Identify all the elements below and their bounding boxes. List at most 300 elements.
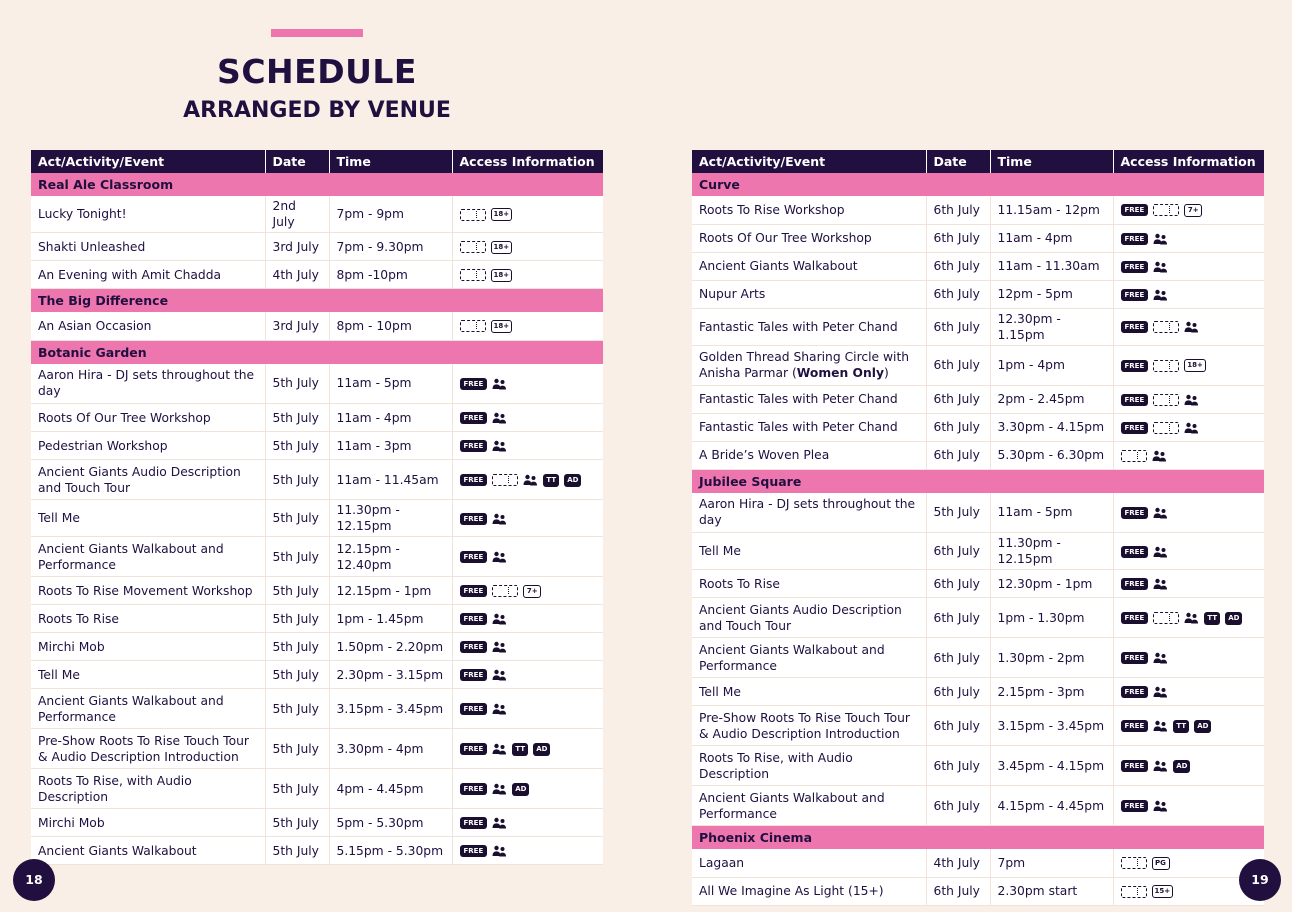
- event-name: [692, 441, 926, 469]
- event-name-text: Lagaan: [699, 855, 745, 870]
- family-friendly-icon: [492, 669, 507, 681]
- event-date: 4th July: [265, 261, 329, 289]
- touch-tour-icon: TT: [1173, 720, 1189, 733]
- event-name: [692, 413, 926, 441]
- event-name: [692, 570, 926, 598]
- venue-name: The Big Difference: [31, 289, 603, 313]
- family-friendly-icon: [1152, 450, 1167, 462]
- event-time: 11am - 5pm: [990, 493, 1113, 533]
- audio-description-icon: AD: [564, 474, 581, 487]
- access-icons: [1113, 493, 1264, 533]
- ticket-icon: [1153, 422, 1179, 434]
- venue-name: Jubilee Square: [692, 469, 1264, 493]
- event-time: 7pm - 9pm: [329, 196, 452, 233]
- event-time: 3.15pm - 3.45pm: [990, 706, 1113, 746]
- event-time: 7pm - 9.30pm: [329, 233, 452, 261]
- event-time: 5pm - 5.30pm: [329, 809, 452, 837]
- family-friendly-icon: [523, 474, 538, 486]
- column-header-event: Act/Activity/Event: [692, 150, 926, 173]
- event-time: 3.30pm - 4.15pm: [990, 413, 1113, 441]
- event-time: 4pm - 4.45pm: [329, 769, 452, 809]
- free-badge-icon: FREE: [460, 783, 488, 795]
- event-time: 2.15pm - 3pm: [990, 678, 1113, 706]
- ticket-icon: [1121, 450, 1147, 462]
- free-badge-icon: FREE: [460, 585, 488, 597]
- table-row: [692, 746, 1264, 786]
- free-badge-icon: FREE: [1121, 422, 1149, 434]
- ticket-icon: [460, 241, 486, 253]
- free-badge-icon: FREE: [1121, 289, 1149, 301]
- free-badge-icon: FREE: [1121, 578, 1149, 590]
- event-name-text: Ancient Giants Audio Description and Touch Tour: [38, 464, 241, 495]
- event-name-text: Pedestrian Workshop: [38, 438, 168, 453]
- table-row: [692, 345, 1264, 385]
- free-badge-icon: FREE: [1121, 686, 1149, 698]
- venue-name: Phoenix Cinema: [692, 826, 1264, 850]
- event-date: 3rd July: [265, 312, 329, 340]
- family-friendly-icon: [1153, 686, 1168, 698]
- table-row: [31, 312, 603, 340]
- family-friendly-icon: [492, 440, 507, 452]
- event-name: [31, 661, 265, 689]
- event-date: 6th July: [926, 786, 990, 826]
- event-name: [31, 729, 265, 769]
- family-friendly-icon: [1153, 578, 1168, 590]
- event-name-emphasis: Women Only: [796, 366, 884, 380]
- event-time: 3.30pm - 4pm: [329, 729, 452, 769]
- table-row: [31, 577, 603, 605]
- event-name-text: Ancient Giants Audio Description and Touch Tour: [699, 602, 902, 633]
- age-18-plus-icon: 18+: [491, 320, 513, 333]
- event-name: [31, 196, 265, 233]
- event-name-text: A Bride’s Woven Plea: [699, 448, 830, 462]
- event-time: 11am - 11.45am: [329, 460, 452, 500]
- venue-name: Botanic Garden: [31, 340, 603, 364]
- access-icons: [452, 729, 603, 769]
- column-header-access: Access Information: [452, 150, 603, 173]
- column-header-date: Date: [926, 150, 990, 173]
- schedule-table-left: [31, 150, 603, 865]
- table-row: [31, 404, 603, 432]
- access-icons: [452, 809, 603, 837]
- table-row: [31, 432, 603, 460]
- table-row: [31, 196, 603, 233]
- table-row: [31, 500, 603, 537]
- event-name: [692, 533, 926, 570]
- event-date: 5th July: [265, 769, 329, 809]
- ticket-icon: [1121, 857, 1147, 869]
- event-date: 6th July: [926, 570, 990, 598]
- event-name: [31, 460, 265, 500]
- family-friendly-icon: [1153, 546, 1168, 558]
- free-badge-icon: FREE: [460, 743, 488, 755]
- free-badge-icon: FREE: [1121, 800, 1149, 812]
- event-name-text: Roots To Rise, with Audio Description: [699, 750, 853, 781]
- access-icons: [1113, 196, 1264, 224]
- event-name: [31, 605, 265, 633]
- event-name: [692, 493, 926, 533]
- family-friendly-icon: [492, 641, 507, 653]
- event-name-text: Roots Of Our Tree Workshop: [699, 231, 872, 245]
- pg-rating-icon: PG: [1152, 857, 1170, 870]
- event-name-text: An Asian Occasion: [38, 318, 152, 333]
- free-badge-icon: FREE: [1121, 261, 1149, 273]
- ticket-icon: [1153, 321, 1179, 333]
- event-time: 1pm - 1.30pm: [990, 598, 1113, 638]
- audio-description-icon: AD: [1194, 720, 1211, 733]
- family-friendly-icon: [1153, 652, 1168, 664]
- event-date: 5th July: [265, 729, 329, 769]
- access-icons: [452, 261, 603, 289]
- event-name: [692, 877, 926, 905]
- free-badge-icon: FREE: [460, 474, 488, 486]
- event-name-text: Ancient Giants Walkabout: [38, 843, 197, 858]
- event-name-text: Roots To Rise: [699, 576, 780, 591]
- event-name: [31, 500, 265, 537]
- event-time: 1.50pm - 2.20pm: [329, 633, 452, 661]
- audio-description-icon: AD: [1173, 760, 1190, 773]
- access-icons: [452, 364, 603, 404]
- event-time: 7pm: [990, 849, 1113, 877]
- family-friendly-icon: [492, 378, 507, 390]
- free-badge-icon: FREE: [460, 412, 488, 424]
- event-name: [31, 577, 265, 605]
- event-name-text: Fantastic Tales with Peter Chand: [699, 319, 898, 334]
- event-name-text: Golden Thread Sharing Circle with Anisha Parmar (: [699, 350, 910, 380]
- event-name-text: Mirchi Mob: [38, 815, 105, 830]
- event-name-text: All We Imagine As Light (15+): [699, 884, 884, 898]
- venue-name: Curve: [692, 173, 1264, 196]
- event-time: 5.15pm - 5.30pm: [329, 837, 452, 865]
- table-row: [692, 280, 1264, 308]
- age-18-plus-icon: 18+: [491, 241, 513, 254]
- access-icons: [452, 432, 603, 460]
- access-icons: [1113, 598, 1264, 638]
- access-icons: [452, 500, 603, 537]
- event-date: 6th July: [926, 196, 990, 224]
- table-row: [31, 661, 603, 689]
- age-18-plus-icon: 18+: [491, 269, 513, 282]
- venue-row: [692, 173, 1264, 196]
- free-badge-icon: FREE: [460, 440, 488, 452]
- audio-description-icon: AD: [1225, 612, 1242, 625]
- family-friendly-icon: [1184, 321, 1199, 333]
- table-row: [692, 441, 1264, 469]
- event-name: [31, 364, 265, 404]
- access-icons: [452, 577, 603, 605]
- event-date: 5th July: [926, 493, 990, 533]
- venue-row: [31, 340, 603, 364]
- free-badge-icon: FREE: [460, 817, 488, 829]
- access-icons: [1113, 570, 1264, 598]
- event-name-suffix: ): [883, 366, 889, 380]
- event-date: 5th July: [265, 689, 329, 729]
- event-date: 5th July: [265, 404, 329, 432]
- free-badge-icon: FREE: [460, 378, 488, 390]
- column-header-date: Date: [265, 150, 329, 173]
- event-date: 5th July: [265, 432, 329, 460]
- free-badge-icon: FREE: [1121, 507, 1149, 519]
- venue-row: [31, 289, 603, 313]
- free-badge-icon: FREE: [460, 669, 488, 681]
- venue-row: [692, 826, 1264, 850]
- event-name: [31, 312, 265, 340]
- free-badge-icon: FREE: [460, 845, 488, 857]
- access-icons: [1113, 308, 1264, 345]
- touch-tour-icon: TT: [1204, 612, 1220, 625]
- event-time: 11am - 4pm: [990, 224, 1113, 252]
- family-friendly-icon: [492, 845, 507, 857]
- event-date: 5th July: [265, 633, 329, 661]
- table-row: [692, 706, 1264, 746]
- event-date: 2nd July: [265, 196, 329, 233]
- event-name: [692, 224, 926, 252]
- event-name-text: Tell Me: [699, 684, 741, 699]
- event-date: 5th July: [265, 364, 329, 404]
- schedule-table-right: [692, 150, 1264, 906]
- table-row: [692, 308, 1264, 345]
- family-friendly-icon: [1153, 233, 1168, 245]
- table-row: [31, 837, 603, 865]
- event-name-text: Mirchi Mob: [38, 639, 105, 654]
- event-date: 6th July: [926, 385, 990, 413]
- event-time: 11am - 3pm: [329, 432, 452, 460]
- event-time: 12pm - 5pm: [990, 280, 1113, 308]
- access-icons: [452, 605, 603, 633]
- access-icons: [1113, 533, 1264, 570]
- table-row: [692, 413, 1264, 441]
- table-row: [692, 385, 1264, 413]
- event-name: [692, 280, 926, 308]
- access-icons: [1113, 413, 1264, 441]
- table-row: [31, 729, 603, 769]
- event-name: [31, 689, 265, 729]
- event-time: 2.30pm - 3.15pm: [329, 661, 452, 689]
- access-icons: [1113, 678, 1264, 706]
- ticket-icon: [492, 474, 518, 486]
- event-date: 4th July: [926, 849, 990, 877]
- event-name-text: Roots To Rise Movement Workshop: [38, 583, 253, 598]
- audio-description-icon: AD: [512, 783, 529, 796]
- age-18-plus-icon: 18+: [1184, 359, 1206, 372]
- access-icons: [1113, 786, 1264, 826]
- touch-tour-icon: TT: [512, 743, 528, 756]
- table-row: [692, 196, 1264, 224]
- event-name-text: Nupur Arts: [699, 287, 766, 301]
- table-row: [692, 493, 1264, 533]
- event-name-text: Pre-Show Roots To Rise Touch Tour & Audio Description Introduction: [38, 733, 249, 764]
- family-friendly-icon: [492, 551, 507, 563]
- access-icons: [452, 460, 603, 500]
- ticket-icon: [1121, 886, 1147, 898]
- free-badge-icon: FREE: [1121, 612, 1149, 624]
- event-date: 3rd July: [265, 233, 329, 261]
- event-name: [692, 638, 926, 678]
- title-accent-bar: [271, 29, 363, 37]
- event-date: 5th July: [265, 809, 329, 837]
- event-date: 6th July: [926, 280, 990, 308]
- column-header-time: Time: [329, 150, 452, 173]
- access-icons: [452, 196, 603, 233]
- free-badge-icon: FREE: [460, 551, 488, 563]
- event-time: 1.30pm - 2pm: [990, 638, 1113, 678]
- event-name: [692, 252, 926, 280]
- family-friendly-icon: [1184, 612, 1199, 624]
- ticket-icon: [492, 585, 518, 597]
- event-date: 6th July: [926, 252, 990, 280]
- age-18-plus-icon: 18+: [491, 208, 513, 221]
- table-row: [692, 598, 1264, 638]
- access-icons: [1113, 252, 1264, 280]
- event-name: [31, 261, 265, 289]
- table-row: [692, 849, 1264, 877]
- event-date: 5th July: [265, 537, 329, 577]
- access-icons: [452, 837, 603, 865]
- event-name-text: Tell Me: [38, 511, 80, 525]
- event-name: [692, 706, 926, 746]
- access-icons: [1113, 746, 1264, 786]
- event-name-text: Ancient Giants Walkabout and Performance: [699, 642, 885, 673]
- event-name-text: Ancient Giants Walkabout and Performance: [38, 693, 224, 724]
- table-row: [692, 224, 1264, 252]
- event-name-text: Roots To Rise, with Audio Description: [38, 773, 192, 804]
- event-time: 12.15pm - 12.40pm: [329, 537, 452, 577]
- free-badge-icon: FREE: [1121, 652, 1149, 664]
- free-badge-icon: FREE: [1121, 394, 1149, 406]
- event-time: 11am - 11.30am: [990, 252, 1113, 280]
- event-date: 6th July: [926, 441, 990, 469]
- family-friendly-icon: [1153, 720, 1168, 732]
- table-row: [31, 605, 603, 633]
- access-icons: [452, 233, 603, 261]
- table-row: [31, 364, 603, 404]
- free-badge-icon: FREE: [1121, 204, 1149, 216]
- event-name-text: Shakti Unleashed: [38, 239, 146, 254]
- table-row: [692, 877, 1264, 905]
- event-name-text: Fantastic Tales with Peter Chand: [699, 420, 898, 434]
- event-name-text: Pre-Show Roots To Rise Touch Tour & Audio Description Introduction: [699, 710, 910, 741]
- family-friendly-icon: [1184, 394, 1199, 406]
- table-row: [31, 233, 603, 261]
- table-row: [31, 633, 603, 661]
- event-name: [31, 769, 265, 809]
- event-date: 5th July: [265, 577, 329, 605]
- touch-tour-icon: TT: [543, 474, 559, 487]
- free-badge-icon: FREE: [460, 703, 488, 715]
- event-name-text: Lucky Tonight!: [38, 207, 127, 221]
- page-title: SCHEDULE: [217, 52, 417, 91]
- family-friendly-icon: [1153, 800, 1168, 812]
- event-name: [31, 404, 265, 432]
- family-friendly-icon: [492, 743, 507, 755]
- access-icons: [452, 537, 603, 577]
- family-friendly-icon: [492, 703, 507, 715]
- page-number-left: 18: [15, 861, 53, 899]
- event-time: 11am - 5pm: [329, 364, 452, 404]
- family-friendly-icon: [492, 613, 507, 625]
- table-row: [31, 261, 603, 289]
- table-row: [692, 570, 1264, 598]
- event-name: [31, 432, 265, 460]
- free-badge-icon: FREE: [1121, 546, 1149, 558]
- access-icons: [452, 661, 603, 689]
- free-badge-icon: FREE: [1121, 233, 1149, 245]
- event-time: 3.15pm - 3.45pm: [329, 689, 452, 729]
- table-row: [692, 678, 1264, 706]
- family-friendly-icon: [492, 783, 507, 795]
- column-header-time: Time: [990, 150, 1113, 173]
- event-name-text: Tell Me: [38, 667, 80, 682]
- event-date: 6th July: [926, 533, 990, 570]
- access-icons: [1113, 441, 1264, 469]
- event-date: 5th July: [265, 460, 329, 500]
- family-friendly-icon: [492, 513, 507, 525]
- event-date: 6th July: [926, 598, 990, 638]
- event-time: 11.30pm - 12.15pm: [990, 533, 1113, 570]
- event-name: [692, 746, 926, 786]
- event-time: 8pm -10pm: [329, 261, 452, 289]
- event-date: 6th July: [926, 638, 990, 678]
- event-name: [692, 308, 926, 345]
- event-time: 11.30pm - 12.15pm: [329, 500, 452, 537]
- event-date: 5th July: [265, 500, 329, 537]
- age-7-plus-icon: 7+: [523, 585, 541, 598]
- event-name-text: Ancient Giants Walkabout and Performance: [38, 541, 224, 572]
- page-number-right: 19: [1241, 861, 1279, 899]
- event-name-text: Aaron Hira - DJ sets throughout the day: [699, 497, 916, 528]
- event-date: 5th July: [265, 661, 329, 689]
- event-time: 2pm - 2.45pm: [990, 385, 1113, 413]
- event-time: 12.30pm - 1pm: [990, 570, 1113, 598]
- access-icons: [1113, 638, 1264, 678]
- event-name: [31, 837, 265, 865]
- event-time: 1pm - 1.45pm: [329, 605, 452, 633]
- access-icons: [452, 404, 603, 432]
- event-time: 11.15am - 12pm: [990, 196, 1113, 224]
- event-time: 3.45pm - 4.15pm: [990, 746, 1113, 786]
- event-name: [31, 233, 265, 261]
- event-time: 5.30pm - 6.30pm: [990, 441, 1113, 469]
- table-row: [31, 460, 603, 500]
- event-date: 6th July: [926, 345, 990, 385]
- family-friendly-icon: [1184, 422, 1199, 434]
- event-time: 12.15pm - 1pm: [329, 577, 452, 605]
- event-name-text: Roots Of Our Tree Workshop: [38, 410, 211, 425]
- event-name-text: Ancient Giants Walkabout and Performance: [699, 790, 885, 821]
- access-icons: [452, 689, 603, 729]
- free-badge-icon: FREE: [460, 613, 488, 625]
- access-icons: [452, 769, 603, 809]
- event-date: 5th July: [265, 837, 329, 865]
- audio-description-icon: AD: [533, 743, 550, 756]
- event-time: 2.30pm start: [990, 877, 1113, 905]
- family-friendly-icon: [492, 412, 507, 424]
- event-name: [31, 809, 265, 837]
- free-badge-icon: FREE: [460, 513, 488, 525]
- event-date: 6th July: [926, 877, 990, 905]
- access-icons: [1113, 224, 1264, 252]
- event-time: 4.15pm - 4.45pm: [990, 786, 1113, 826]
- event-date: 6th July: [926, 678, 990, 706]
- event-date: 6th July: [926, 308, 990, 345]
- ticket-icon: [1153, 612, 1179, 624]
- event-name: [692, 786, 926, 826]
- family-friendly-icon: [492, 817, 507, 829]
- event-name-text: Roots To Rise: [38, 611, 119, 626]
- event-date: 6th July: [926, 413, 990, 441]
- ticket-icon: [1153, 394, 1179, 406]
- access-icons: [1113, 345, 1264, 385]
